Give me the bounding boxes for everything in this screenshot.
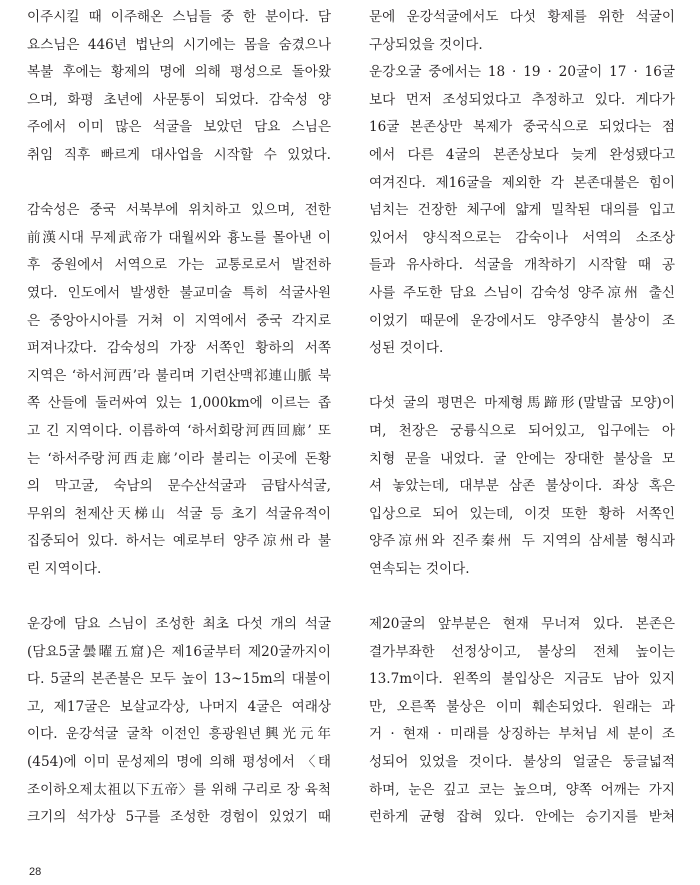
text-line: 여겨진다. 제16굴을 제외한 각 본존대불은 힘이 [369, 174, 675, 191]
text-line: 보다 먼저 조성되었다고 추정하고 있다. 게다가 [369, 91, 675, 108]
text-line: 성된 것이다. [369, 340, 444, 357]
text-line: 이주시킬 때 이주해온 스님들 중 한 분이다. 담 [27, 9, 331, 25]
text-line: 퍼져나갔다. 감숙성의 가장 서쪽인 황하의 서쪽 [27, 340, 331, 357]
paragraph-gap [369, 363, 675, 391]
text-line: 고 긴 지역이다. 이름하여 ‘하서회랑河西回廊’ 또 [27, 422, 331, 439]
text-line: 구상되었을 것이다. [369, 36, 483, 53]
text-line: 다. 5굴의 본존불은 모두 높이 13~15m의 대불이 [27, 671, 331, 688]
text-line: 으며, 화평 초년에 사문통이 되었다. 감숙성 양 [27, 91, 331, 108]
text-line: 결가부좌한 선정상이고, 불상의 전체 높이는 [369, 643, 675, 660]
left-column [27, 4, 331, 832]
text-line: 넘치는 건장한 체구에 얇게 밀착된 대의를 입고 [369, 202, 675, 219]
text-line: 의 막고굴, 숙남의 문수산석굴과 금탑사석굴, [27, 478, 331, 495]
text-line: 문에 운강석굴에서도 다섯 황제를 위한 석굴이 [369, 9, 675, 25]
text-line: 사를 주도한 담요 스님이 감숙성 양주凉州 출신 [369, 284, 675, 301]
text-line: 이다. 운강석굴 굴착 이전인 흥광원년興光元年 [27, 726, 331, 743]
text-line: 은 중앙아시아를 거쳐 이 지역에서 중국 각지로 [27, 312, 331, 329]
text-line: 취임 직후 빠르게 대사업을 시작할 수 있었다. [27, 146, 331, 163]
text-line: 제20굴의 앞부분은 현재 무너져 있다. 본존은 [369, 616, 675, 633]
text-line: 집중되어 있다. 하서는 예로부터 양주凉州라 불 [27, 533, 331, 550]
text-line: 고, 제17굴은 보살교각상, 나머지 4굴은 여래상 [27, 698, 331, 715]
text-line: 런하게 균형 잡혀 있다. 안에는 승기지를 받쳐 [369, 809, 675, 826]
paragraph [27, 4, 331, 170]
paragraph [369, 4, 675, 59]
text-line: 지역은 ‘하서河西’라 불리며 기련산맥祁連山脈 북 [27, 367, 331, 384]
text-line: 감숙성은 중국 서북부에 위치하고 있으며, 전한 [27, 202, 331, 219]
text-line: 였다. 인도에서 발생한 불교미술 특히 석굴사원 [27, 284, 331, 301]
text-line: 입상으로 되어 있는데, 이것 또한 황하 서쪽인 [369, 505, 675, 522]
paragraph-gap [27, 170, 331, 198]
right-column [369, 4, 675, 832]
text-line: 거 · 현재 · 미래를 상징하는 부처님 세 분이 조 [369, 726, 675, 743]
paragraph-gap [369, 583, 675, 611]
text-line: 요스님은 446년 법난의 시기에는 몸을 숨겼으나 [27, 36, 331, 53]
text-line: 13.7m이다. 왼쪽의 불입상은 지금도 남아 있지 [369, 671, 675, 688]
text-line: 16굴 본존상만 복제가 중국식으로 되었다는 점 [369, 119, 675, 136]
text-line: 들과 유사하다. 석굴을 개착하기 시작할 때 공 [369, 257, 675, 274]
text-line: 는 ‘하서주랑河西走廊’이라 불리는 이곳에 돈황 [27, 450, 331, 467]
text-line: (454)에 이미 문성제의 명에 의해 평성에서 〈태 [27, 754, 331, 771]
text-line: 크기의 석가상 5구를 조성한 경험이 있었기 때 [27, 809, 331, 826]
text-line: 만, 오른쪽 불상은 이미 훼손되었다. 원래는 과 [369, 698, 675, 715]
text-line: 이었기 때문에 운강에서도 양주양식 불상이 조 [369, 312, 675, 329]
paragraph [27, 197, 331, 583]
text-line: 운강에 담요 스님이 조성한 최초 다섯 개의 석굴 [27, 616, 331, 633]
paragraph [27, 611, 331, 832]
text-line: 성되어 있었을 것이다. 불상의 얼굴은 둥글넓적 [369, 754, 675, 771]
paragraph-gap [27, 583, 331, 611]
text-line: 무위의 천제산天梯山 석굴 등 초기 석굴유적이 [27, 505, 331, 522]
text-line: 있어서 양식적으로는 감숙이나 서역의 소조상 [369, 229, 675, 246]
paragraph [369, 59, 675, 363]
text-line: 운강오굴 중에서는 18 · 19 · 20굴이 17 · 16굴 [369, 64, 675, 81]
text-line: 쪽 산들에 둘러싸여 있는 1,000km에 이르는 좁 [27, 395, 331, 412]
text-line: 하며, 눈은 깊고 코는 높으며, 양쪽 어깨는 가지 [369, 781, 675, 798]
text-line: 다섯 굴의 평면은 마제형馬蹄形(말발굽 모양)이 [369, 395, 675, 412]
text-line: 린 지역이다. [27, 560, 102, 577]
text-line: 에서 다른 4굴의 본존상보다 늦게 완성됐다고 [369, 146, 675, 163]
text-line: 며, 천장은 궁륭식으로 되어있고, 입구에는 아 [369, 422, 675, 439]
text-line: 후 중원에서 서역으로 가는 교통로로서 발전하 [27, 257, 331, 274]
text-line: 복불 후에는 황제의 명에 의해 평성으로 돌아왔 [27, 64, 331, 81]
text-line: 치형 문을 내었다. 굴 안에는 장대한 불상을 모 [369, 450, 675, 467]
text-line: (담요5굴曇曜五窟)은 제16굴부터 제20굴까지이 [27, 643, 331, 660]
text-line: 주에서 이미 많은 석굴을 보았던 담요 스님은 [27, 119, 331, 136]
text-line: 셔 놓았는데, 대부분 삼존 불상이다. 좌상 혹은 [369, 478, 675, 495]
text-line: 조이하오제太祖以下五帝〉를 위해 구리로 장 육척 [27, 781, 331, 798]
text-line: 양주凉州와 진주秦州 두 지역의 삼세불 형식과 [369, 533, 675, 550]
text-line: 前漢시대 무제武帝가 대월씨와 흉노를 몰아낸 이 [27, 229, 331, 246]
page-number: 28 [29, 866, 42, 878]
text-line: 연속되는 것이다. [369, 560, 470, 577]
paragraph [369, 611, 675, 832]
paragraph [369, 390, 675, 583]
